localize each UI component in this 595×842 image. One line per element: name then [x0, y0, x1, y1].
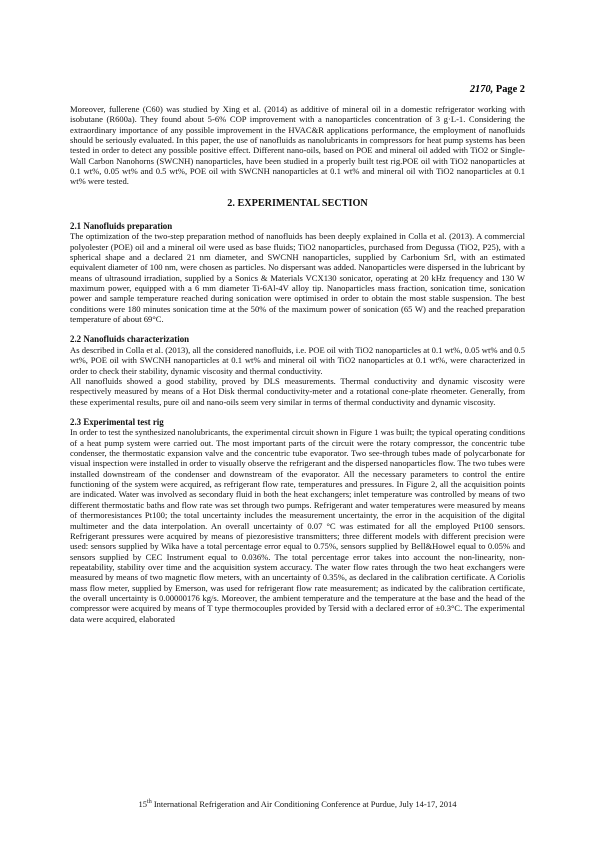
characterization-paragraph-2: All nanofluids showed a good stability, proved by DLS measurements. Thermal conductivity and dynamic viscosity were respectively measured by means of a Hot Disk thermal conductivity-meter and a rotational cone-plate rheometer. Generally, from these experimental results, pure oil and nano-oils seem very similar in terms of thermal conductivity and dynamic viscosity.	[70, 375, 525, 407]
paper-number: 2170,	[469, 84, 494, 95]
footer-ordinal: 15	[138, 799, 148, 809]
footer-text: International Refrigeration and Air Conditioning Conference at Purdue, July 14-17, 2014	[151, 799, 457, 809]
body-text	[70, 104, 525, 624]
subsection-title-preparation: 2.1 Nanofluids preparation	[70, 220, 173, 231]
subsection-title-test-rig: 2.3 Experimental test rig	[70, 416, 164, 427]
characterization-paragraph-1: As described in Colla et al. (2013), all the considered nanofluids, i.e. POE oil with TiO2 nanoparticles at 0.1 wt%, 0.05 wt% and 0.5 wt%, POE oil with SWCNH nanoparticles at 0.1 wt% and mineral oil with TiO2 nanoparticles at 0.1 wt%, were characterized in order to check their stability, dynamic viscosity and thermal conductivity.	[70, 344, 525, 376]
subsection-title-characterization: 2.2 Nanofluids characterization	[70, 334, 190, 345]
intro-paragraph: Moreover, fullerene (C60) was studied by Xing et al. (2014) as additive of mineral oil in a domestic refrigerator working with isobutane (R600a). They found about 5-6% COP improvement with a nanoparticles concentration of 3 g·L-1. Considering the extraordinary importance of any possible improvement in the HVAC&R applications performance, the employment of nanofluids should be seriously evaluated. In this paper, the use of nanofluids as nanolubricants in compressors for heat pump systems has been tested in order to detect any possible positive effect. Different nano-oils, based on POE and mineral oil added with TiO2 or Single-Wall Carbon Nanohorns (SWCNH) nanoparticles, have been studied in a properly built test rig.POE oil with TiO2 nanoparticles at 0.1 wt%, 0.05 wt% and 0.5 wt%, POE oil with SWCNH nanoparticles at 0.1 wt% and mineral oil with TiO2 nanoparticles at 0.1 wt% were tested.	[70, 104, 525, 187]
page-label: Page 2	[493, 84, 525, 95]
page-footer	[0, 799, 595, 809]
section-title: 2. EXPERIMENTAL SECTION	[227, 197, 368, 209]
page-header	[470, 84, 525, 95]
preparation-paragraph: The optimization of the two-step preparation method of nanofluids has been deeply explained in Colla et al. (2013). A commercial polyolester (POE) oil and a mineral oil were used as base fluids; TiO2 nanoparticles, purchased from Degussa (TiO2, P25), with a spherical shape and a declared 21 nm diameter, and SWCNH nanoparticles, supplied by Carbonium Srl, with an estimated equivalent diameter of 100 nm, were chosen as particles. No dispersant was added. Nanoparticles were dispersed in the lubricant by means of ultrasound irradiation, supplied by a Sonics & Materials VCX130 sonicator, operating at 20 kHz frequency and 130 W maximum power, equipped with a 6 mm diameter Ti-6Al-4V alloy tip. Nanoparticles mass fraction, sonication time, sonication power and sample temperature reached during sonication were optimised in order to obtain the most stable suspension. The best conditions were 180 minutes sonication time at the 50% of the maximum power of sonication (65 W) and the reached preparation temperature of about 69°C.	[70, 231, 525, 324]
footer-ordinal-suffix: th	[147, 799, 152, 806]
test-rig-paragraph: In order to test the synthesized nanolubricants, the experimental circuit shown in Figure 1 was built; the typical operating conditions of a heat pump system were carried out. The most important parts of the circuit were the rotary compressor, the concentric tube condenser, the thermostatic expansion valve and the concentric tube evaporator. Two see-through tubes made of polycarbonate for visual inspection were installed in order to visually observe the refrigerant and the dispersed nanoparticles flow. The two tubes were installed downstream of the condenser and downstream of the evaporator. All the necessary parameters to control the entire functioning of the system were acquired, as refrigerant flow rate, temperatures and pressures. In Figure 2, all the acquisition points are indicated. Water was involved as secondary fluid in both the heat exchangers; inlet temperature was controlled by means of two different thermostatic baths and flow rate was set through two pumps. Refrigerant and water temperatures were measured by means of thermoresistances Pt100; the total uncertainty includes the measurement uncertainty, the error in the acquisition of the digital multimeter and the data interpolation. An overall uncertainty of 0.07 °C was estimated for all the employed Pt100 sensors. Refrigerant pressures were acquired by means of piezoresistive transmitters; three different models with different precision were used: sensors supplied by Wika have a total percentage error equal to 0.75%, sensors supplied by Bell&Howel equal to 0.05% and sensors supplied by CEC Instrument equal to 0.036%. The total percentage error takes into account the non-linearity, non-repeatability, stability over time and the acquisition system accuracy. The water flow rates through the two heat exchangers were measured by means of two magnetic flow meters, with an uncertainty of 0.35%, as declared in the calibration certificate. A Coriolis mass flow meter, supplied by Emerson, was used for refrigerant flow rate measurement; as indicated by the calibration certificate, the overall uncertainty is 0.00000176 kg/s. Moreover, the ambient temperature and the temperature at the base and the head of the compressor were acquired by means of T type thermocouples provided by Tersid with a declared error of ±0.3°C. The experimental data were acquired, elaborated	[70, 427, 525, 624]
